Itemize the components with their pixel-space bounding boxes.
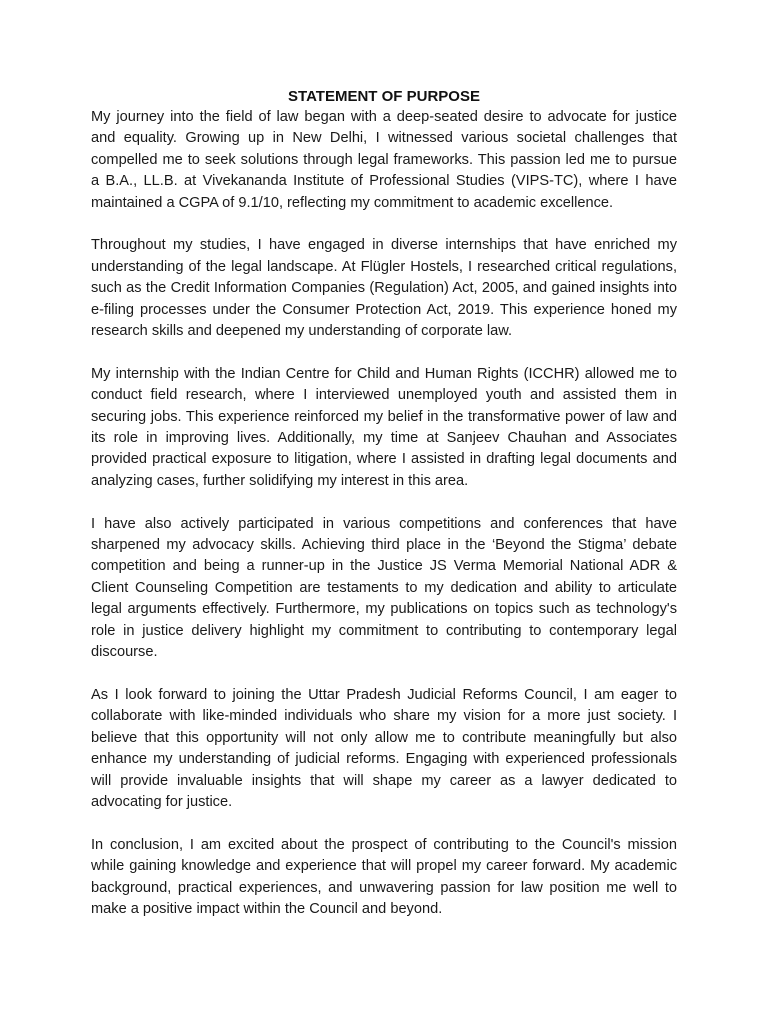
paragraph-conclusion: In conclusion, I am excited about the prospect of contributing to the Council's mission while gaining knowledge and experience that will propel my career forward. My academic background, practical experiences, and unwavering passion for law position me well to make a positive impact within the Council and beyond.: [91, 836, 677, 917]
paragraph-intro: My journey into the field of law began with a deep-seated desire to advocate for justice and equality. Growing up in New Delhi, I witnessed various societal challenges that compelled me to seek solutions through legal frameworks. This passion led me to pursue a B.A., LL.B. at Vivekananda Institute of Professional Studies (VIPS-TC), where I have maintained a CGPA of 9.1/10, reflecting my commitment to academic excellence.: [91, 109, 677, 211]
document-body: [91, 86, 677, 920]
paragraph-icchr: My internship with the Indian Centre for Child and Human Rights (ICCHR) allowed me to conduct field research, where I interviewed unemployed youth and assisted them in securing jobs. This experience reinforced my belief in the transformative power of law and its role in improving lives. Additionally, my time at Sanjeev Chauhan and Associates provided practical exposure to litigation, where I assisted in drafting legal documents and analyzing cases, further solidifying my interest in this area.: [91, 365, 677, 489]
document-title: STATEMENT OF PURPOSE: [288, 88, 480, 105]
paragraph-competitions: I have also actively participated in various competitions and conferences that have sharpened my advocacy skills. Achieving third place in the ‘Beyond the Stigma’ debate competition and being a runner-up in the Justice JS Verma Memorial National ADR & Client Counseling Competition are testaments to my dedication and ability to articulate legal arguments effectively. Furthermore, my publications on topics such as technology's role in justice delivery highlight my commitment to contributing to contemporary legal discourse.: [91, 515, 677, 661]
paragraph-internships: Throughout my studies, I have engaged in diverse internships that have enriched my understanding of the legal landscape. At Flügler Hostels, I researched critical regulations, such as the Credit Information Companies (Regulation) Act, 2005, and gained insights into e-filing processes under the Consumer Protection Act, 2019. This experience honed my research skills and deepened my understanding of corporate law.: [91, 237, 677, 340]
paragraph-council: As I look forward to joining the Uttar Pradesh Judicial Reforms Council, I am eager to collaborate with like-minded individuals who share my vision for a more just society. I believe that this opportunity will not only allow me to contribute meaningfully but also enhance my understanding of judicial reforms. Engaging with experienced professionals will provide invaluable insights that will shape my career as a lawyer dedicated to advocating for justice.: [91, 686, 677, 810]
